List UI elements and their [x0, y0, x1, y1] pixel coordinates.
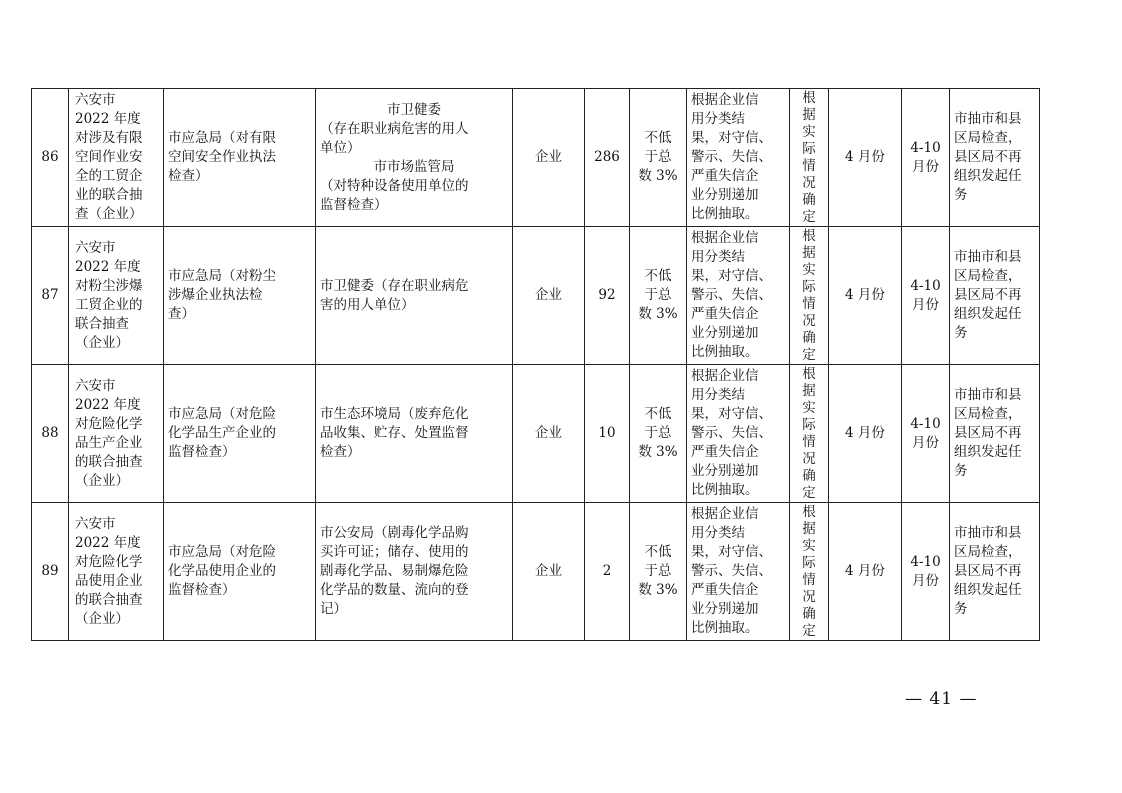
sampling-ratio-cell: 不低 于总 数 3% — [630, 89, 687, 227]
frequency-text: 根据实际情况确定 — [802, 227, 816, 363]
inspection-object-cell: 企业 — [513, 503, 585, 641]
task-name-cell: 六安市 2022 年度 对涉及有限 空间作业安 全的工贸企 业的联合抽 查（企业） — [69, 89, 164, 227]
object-count-cell: 92 — [585, 227, 630, 365]
inspection-object-cell: 企业 — [513, 89, 585, 227]
object-count-cell: 10 — [585, 365, 630, 503]
period-cell: 4-10 月份 — [902, 365, 950, 503]
frequency-cell — [790, 365, 829, 503]
lead-department-cell: 市应急局（对危险 化学品使用企业的 监督检查） — [164, 503, 316, 641]
sampling-ratio-cell: 不低 于总 数 3% — [630, 227, 687, 365]
cooperating-department-cell — [316, 89, 513, 227]
sampling-method-cell: 根据企业信 用分类结 果，对守信、 警示、失信、 严重失信企 业分别递加 比例抽取。 — [687, 227, 790, 365]
frequency-cell — [790, 227, 829, 365]
cooperating-department-cell — [316, 365, 513, 503]
period-cell: 4-10 月份 — [902, 89, 950, 227]
cooperating-department-text: 市公安局（剧毒化学品购 买许可证；储存、使用的 剧毒化学品、易制爆危险 化学品的数量、流向的登 记） — [320, 525, 469, 617]
frequency-cell — [790, 89, 829, 227]
cooperating-department-cell — [316, 227, 513, 365]
object-count-cell: 286 — [585, 89, 630, 227]
cooperating-department-text: （对特种设备使用单位的 监督检查） — [320, 177, 469, 213]
table-row — [32, 503, 1040, 641]
inspection-object-cell: 企业 — [513, 365, 585, 503]
period-cell: 4-10 月份 — [902, 227, 950, 365]
start-time-cell: 4 月份 — [829, 365, 902, 503]
remarks-cell: 市抽市和县 区局检查， 县区局不再 组织发起任 务 — [950, 365, 1040, 503]
lead-department-cell: 市应急局（对粉尘 涉爆企业执法检 查） — [164, 227, 316, 365]
sampling-method-cell: 根据企业信 用分类结 果，对守信、 警示、失信、 严重失信企 业分别递加 比例抽取。 — [687, 503, 790, 641]
frequency-text: 根据实际情况确定 — [802, 89, 816, 225]
task-name-cell: 六安市 2022 年度 对危险化学 品生产企业 的联合抽查 （企业） — [69, 365, 164, 503]
row-number: 88 — [32, 365, 69, 503]
cooperating-department-text: 市生态环境局（废弃危化 品收集、贮存、处置监督 检查） — [320, 406, 469, 460]
table-row — [32, 89, 1040, 227]
task-name-cell: 六安市 2022 年度 对粉尘涉爆 工贸企业的 联合抽查 （企业） — [69, 227, 164, 365]
start-time-cell: 4 月份 — [829, 89, 902, 227]
row-number: 89 — [32, 503, 69, 641]
remarks-cell: 市抽市和县 区局检查， 县区局不再 组织发起任 务 — [950, 89, 1040, 227]
cooperating-department-cell — [316, 503, 513, 641]
table-row — [32, 227, 1040, 365]
cooperating-department-text: 市卫健委 — [387, 101, 441, 118]
lead-department-cell: 市应急局（对危险 化学品生产企业的 监督检查） — [164, 365, 316, 503]
sampling-method-cell: 根据企业信 用分类结 果，对守信、 警示、失信、 严重失信企 业分别递加 比例抽取。 — [687, 89, 790, 227]
row-number: 86 — [32, 89, 69, 227]
page-number: — 41 — — [905, 689, 978, 709]
inspection-object-cell: 企业 — [513, 227, 585, 365]
sampling-ratio-cell: 不低 于总 数 3% — [630, 365, 687, 503]
inspection-plan-table — [31, 88, 1040, 641]
frequency-text: 根据实际情况确定 — [802, 503, 816, 639]
cooperating-department-text: （存在职业病危害的用人 单位） — [320, 120, 469, 156]
sampling-method-cell: 根据企业信 用分类结 果，对守信、 警示、失信、 严重失信企 业分别递加 比例抽取。 — [687, 365, 790, 503]
frequency-text: 根据实际情况确定 — [802, 365, 816, 501]
start-time-cell: 4 月份 — [829, 227, 902, 365]
cooperating-department-text: 市卫健委（存在职业病危 害的用人单位） — [320, 277, 469, 313]
lead-department-cell: 市应急局（对有限 空间安全作业执法 检查） — [164, 89, 316, 227]
object-count-cell: 2 — [585, 503, 630, 641]
table-body — [32, 89, 1040, 641]
start-time-cell: 4 月份 — [829, 503, 902, 641]
frequency-cell — [790, 503, 829, 641]
table-row — [32, 365, 1040, 503]
task-name-cell: 六安市 2022 年度 对危险化学 品使用企业 的联合抽查 （企业） — [69, 503, 164, 641]
sampling-ratio-cell: 不低 于总 数 3% — [630, 503, 687, 641]
remarks-cell: 市抽市和县 区局检查， 县区局不再 组织发起任 务 — [950, 503, 1040, 641]
row-number: 87 — [32, 227, 69, 365]
remarks-cell: 市抽市和县 区局检查， 县区局不再 组织发起任 务 — [950, 227, 1040, 365]
cooperating-department-text: 市市场监管局 — [373, 158, 455, 175]
period-cell: 4-10 月份 — [902, 503, 950, 641]
